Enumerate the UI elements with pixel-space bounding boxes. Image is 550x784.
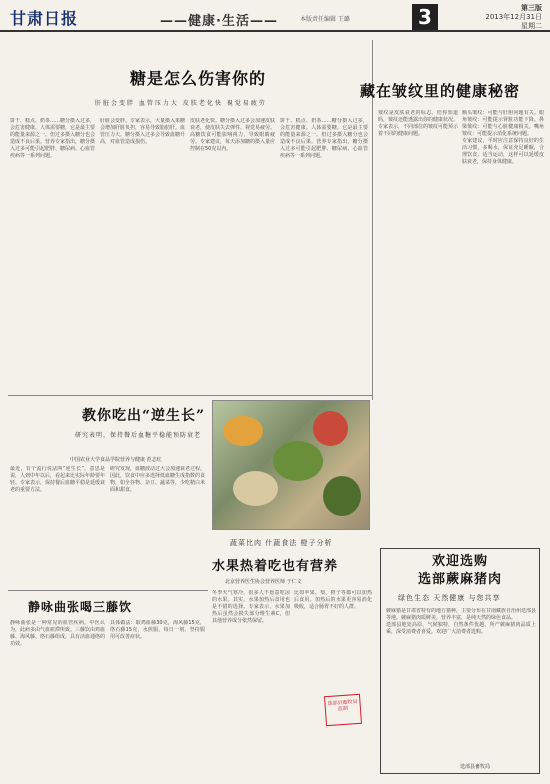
article-byline-fruit: 北京营养医生协会营养医师 于仁文 [225,579,302,585]
issue-date [485,4,542,31]
article-subline-diet: 研究表明，保持餐后血糖平稳能预防衰老 [75,432,202,439]
article-headline-music: 静咏曲张喝三藤饮 [28,600,133,614]
paragraph: 饼干、糕点、奶茶……糖分摄入过多，会危害健康。人体需要糖，它是最主要的能量来源之一。但过多摄入糖分也会造成不良后果。营养专家指出，糖分摄入过多可能引起肥胖、糖尿病、心血管疾病等一系列问题。 [10,118,95,159]
paragraph: 饼干、糕点、奶茶……糖分摄入过多，会危害健康。人体需要糖，它是最主要的能量来源之一。但过多摄入糖分也会造成不良后果。营养专家指出，糖分摄入过多可能引起肥胖、糖尿病、心血管疾病等一系列问题。 [280,118,368,159]
paragraph: 肝脏会变胖。专家表示，大量摄入果糖会增加肝脏负担，容易导致脂肪肝。血管压力大。糖分摄入过多会导致血糖升高，对血管造成损伤。 [100,118,185,145]
paragraph: 冬季天气寒冷，很多人不愿意吃凉的水果。其实，水果加热后食用也是不错的选择。专家表示，水果加热后虽然会损失部分维生素C，但其他营养成分依然保留。 [212,590,290,624]
article-headline-sugar: 糖是怎么伤害你的 [130,69,267,88]
masthead [0,0,550,32]
article-body-sugar-col1 [10,118,95,393]
article-body-fruit-col1 [212,590,290,775]
section-divider [8,395,372,396]
ad-subline: 绿色生态 天然健康 与您共享 [398,594,501,602]
article-body-fruit-col2 [294,590,372,690]
veg-shape [233,471,278,506]
weekday-label: 星期二 [521,22,542,30]
article-body-sugar-col4 [280,118,368,393]
article-body-sugar-col3 [190,118,275,393]
article-body-music-col1 [10,620,105,775]
stamp-seal: 迭部县畜牧局 监制 [324,694,362,726]
article-kicker-fruit: 蔬菜比肉 什蔬食法 橙子分析 [230,539,333,547]
veg-shape [323,476,361,516]
article-body-sugar-col2 [100,118,185,393]
article-body-diet-col1 [10,466,105,586]
paragraph: 比如苹果、梨、橙子等都可以加热后食用。加热后的水果更容易消化吸收，适合肠胃不好的人群。 [294,590,372,610]
page-number: 3 [412,4,438,30]
section-title: ——健康·生活—— [160,14,278,29]
article-body-skin-col1 [378,110,458,545]
ad-body [386,608,536,758]
editor-credit: 本版责任编辑 王璐 [300,16,350,23]
section-divider [8,590,208,591]
article-byline-diet: 中国农业大学食品学院营养与健康 范志红 [70,457,162,463]
article-body-music-col2 [110,620,205,775]
paragraph: 具体做法：取鸡血藤30克，海风藤15克，络石藤15克，水煎服，每日一剂。坚持服用可改善症状。 [110,620,205,640]
ad-headline [395,553,525,589]
vegetable-photo [212,400,370,530]
veg-shape [223,416,263,446]
paragraph: 迭部县地处高原，气候独特，自然条件优越，所产蕨麻猪肉品质上乘，深受消费者喜爱。欢迎广大消费者选购。 [386,622,536,635]
ad-contact: 迭部县畜牧局 [460,764,491,770]
article-headline-skin: 藏在皱纹里的健康秘密 [360,82,521,100]
paragraph: 专家建议，平时应注意保持良好的生活习惯，多喝水，保证充足睡眠，合理饮食，适当运动，这样可以延缓皮肤衰老，保持身体健康。 [462,138,544,165]
paragraph: 最近，有个流行说法叫“逆生长”。意思是说，人到中年以后，看起来比实际年龄要年轻。专家表示，保持餐后血糖平稳是延缓衰老的重要方法。 [10,466,105,493]
article-headline-fruit: 水果热着吃也有营养 [212,559,339,574]
paragraph: 额头皱纹：可能与肝胆问题有关。眼角皱纹：可能提示肾脏功能下降。鼻梁皱纹：可能与心脏健康相关。嘴角皱纹：可能提示消化系统问题。 [462,110,544,137]
paragraph: 蕨麻猪是甘肃省特有的地方猪种，主要分布在甘南藏族自治州迭部县等地。蕨麻猪肉质鲜美，营养丰富，是纯天然的绿色食品。 [386,608,536,621]
ad-headline-line1: 欢迎选购 [431,554,488,569]
date-label: 2013年12月31日 [485,13,542,21]
paragraph: 静咏曲张是一种常见的血管疾病。中医认为，此病多由气血瘀滞所致。三藤饮由鸡血藤、海风藤、络石藤组成，具有活血通络的功效。 [10,620,105,647]
newspaper-logo: 甘肃日报 [10,9,79,28]
article-body-diet-col2 [110,466,205,586]
article-headline-diet: 教你吃出“逆生长” [82,408,206,424]
veg-shape [273,441,323,481]
article-subline-sugar: 肝脏会变胖 血管压力大 皮肤老化快 視觉易疲劳 [95,100,267,107]
paragraph: 皮肤老化快。糖分摄入过多会加速皮肤衰老，使皮肤失去弹性。视觉易疲劳。高糖饮食可能影响视力，导致眼睛疲劳。专家建议，每天添加糖的摄入量应控制在50克以内。 [190,118,275,152]
ad-headline-line2: 选部蕨麻猪肉 [417,572,502,587]
veg-shape [313,411,348,446]
paragraph: 皱纹是皮肤衰老的标志。但你知道吗，皱纹还能透露出你的健康状况。专家表示，不同部位的皱纹可能预示着不同的健康问题。 [378,110,458,137]
article-body-skin-col2 [462,110,544,545]
paragraph: 研究发现，血糖波动过大会加速衰老过程。因此，饮食中应多选择低血糖生成指数的食物，如全谷物、杂豆、蔬菜等，少吃精白米面和甜食。 [110,466,205,493]
edition-label: 第三版 [521,4,542,12]
